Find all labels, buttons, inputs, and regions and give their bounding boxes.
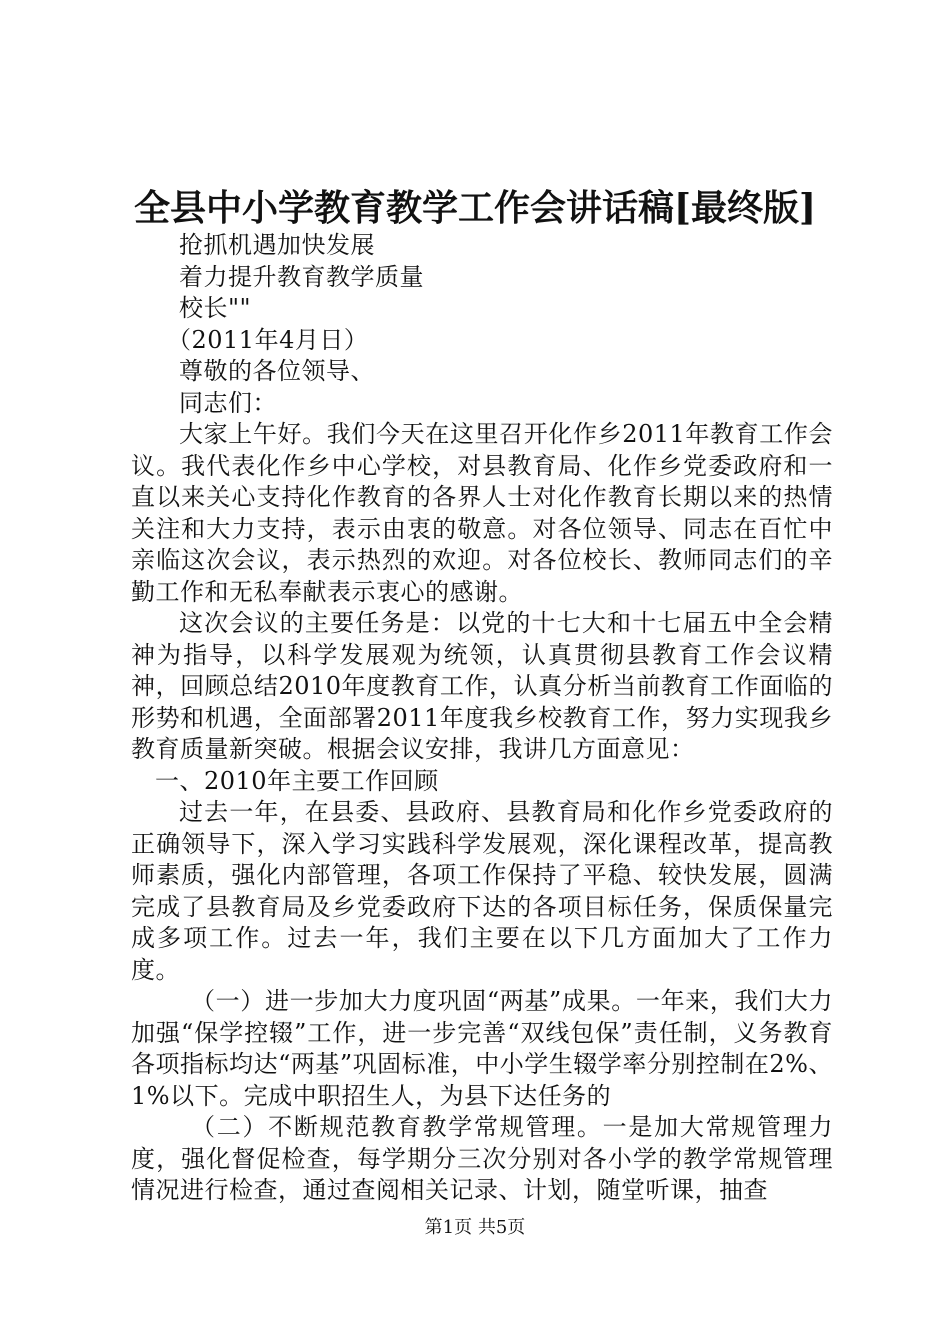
document-title: 全县中小学教育教学工作会讲话稿[最终版] [133,187,817,229]
header-line: 校长"" [179,294,252,322]
date-line: （2011年4月日） [167,325,369,354]
salutation-line: 尊敬的各位领导、 [179,357,375,385]
body-paragraph: 这次会议的主要任务是：以党的十七大和十七届五中全会精神为指导，以科学发展观为统领，认真贯彻县教育工作会议精神，回顾总结2010年度教育工作，认真分析当前教育工作面临的形势和机遇，全面部署2011年度我乡校教育工作，努力实现我乡教育质量新突破。根据会议安排，我讲几方面意见： [131,609,833,763]
document-body [131,230,833,1207]
header-line: 着力提升教育教学质量 [179,262,424,291]
section-heading: 一、2010年主要工作回顾 [155,766,439,795]
page-number-footer: 第1页 共5页 [424,1217,526,1238]
salutation-line: 同志们： [179,388,277,417]
header-line: 抢抓机遇加快发展 [179,231,375,259]
body-paragraph: （二）不断规范教育教学常规管理。一是加大常规管理力度，强化督促检查，每学期分三次分别对各小学的教学常规管理情况进行检查，通过查阅相关记录、计划，随堂听课，抽查 [131,1113,833,1204]
body-paragraph: 过去一年，在县委、县政府、县教育局和化作乡党委政府的正确领导下，深入学习实践科学发展观，深化课程改革，提高教师素质，强化内部管理，各项工作保持了平稳、较快发展，圆满完成了县教育局及乡党委政府下达的各项目标任务，保质保量完成多项工作。过去一年，我们主要在以下几方面加大了工作力度。 [131,798,833,984]
body-paragraph: 大家上午好。我们今天在这里召开化作乡2011年教育工作会议。我代表化作乡中心学校，对县教育局、化作乡党委政府和一直以来关心支持化作教育的各界人士对化作教育长期以来的热情关注和大力支持，表示由衷的敬意。对各位领导、同志在百忙中亲临这次会议，表示热烈的欢迎。对各位校长、教师同志们的辛勤工作和无私奉献表示衷心的感谢。 [131,420,833,606]
body-paragraph: （一）进一步加大力度巩固“两基”成果。一年来，我们大力加强“保学控辍”工作，进一步完善“双线包保”责任制，义务教育各项指标均达“两基”巩固标准，中小学生辍学率分别控制在2%、1%以下。完成中职招生人，为县下达任务的 [131,987,833,1110]
